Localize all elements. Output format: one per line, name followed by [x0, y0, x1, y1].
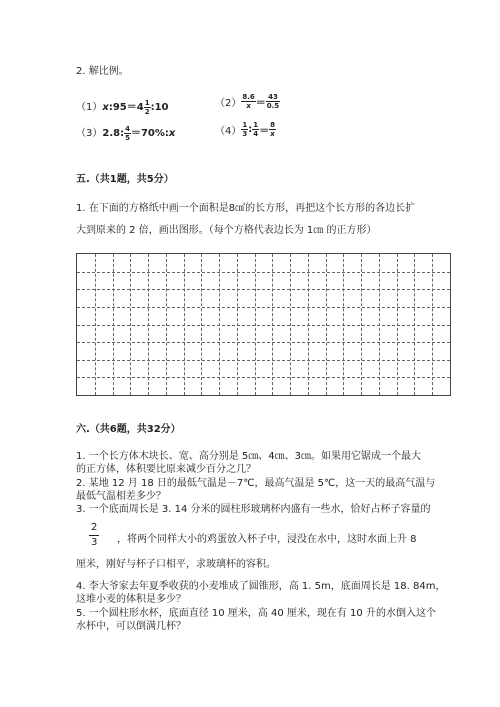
proportion-4 — [215, 121, 276, 138]
proportion-3-index: （3） — [76, 128, 103, 139]
section-5-title: 五.（共1题，共5分） — [76, 174, 174, 185]
proportion-2-equals: ＝ — [255, 98, 266, 109]
section-6-title: 六.（共6题，共32分） — [76, 424, 181, 435]
section-6-q4-line-1: 4. 李大爷家去年夏季收获的小麦堆成了圆锥形，高 1. 5m，底面周长是 18. 84m， — [76, 581, 446, 592]
proportion-1-var: x — [102, 102, 109, 113]
proportion-4-equals: ＝ — [259, 126, 270, 137]
section-5-question-line-1: 1. 在下面的方格纸中画一个面积是8㎠的长方形，再把这个长方形的各边长扩 — [76, 203, 416, 214]
proportion-3-var: x — [168, 128, 176, 139]
proportion-1-pre: :95＝4 — [108, 102, 144, 113]
section-6-q2-line-1: 2. 某地 12 月 18 日的最低气温是－7℃，最高气温是 5℃，这一天的最高气温与 — [76, 478, 436, 489]
grid-line-horizontal — [77, 289, 450, 290]
section-6-q3-line-3: 厘米，刚好与杯子口相平，求玻璃杯的容积。 — [76, 559, 276, 570]
section-6-q5-line-2: 水杯中，可以倒满几杯？ — [76, 621, 186, 632]
grid-line-horizontal — [77, 272, 450, 273]
proportion-3 — [76, 124, 175, 142]
section-6-q3-fraction — [89, 521, 99, 550]
grid-line-horizontal — [77, 307, 450, 308]
proportion-1-post: :10 — [150, 102, 169, 113]
grid-paper — [76, 253, 451, 396]
section-6-q3-line-2: ，将两个同样大小的鸡蛋放入杯子中，浸没在水中，这时水面上升 8 — [117, 534, 417, 545]
proportion-4-fraction-b: $\frac{1}{4}$ — [253, 121, 259, 138]
proportion-4-fraction-c: $\frac{8}{x}$ — [270, 121, 275, 138]
grid-line-horizontal — [77, 325, 450, 326]
proportion-2-index: （2） — [215, 98, 242, 109]
grid-line-horizontal — [77, 342, 450, 343]
grid-line-horizontal — [77, 360, 450, 361]
q3-fraction-numerator: 2 — [89, 521, 99, 536]
section-6-q3-line-1: 3. 一个底面周长是 3. 14 分米的圆柱形玻璃杯内盛有一些水，恰好占杯子容量的 — [76, 504, 431, 515]
proportion-2-fraction-right: $\frac{43}{0.5}$ — [266, 93, 280, 110]
proportion-3-pre: 2.8: — [102, 128, 125, 139]
proportion-2-fraction-left: $\frac{8.6}{x}$ — [242, 93, 255, 110]
section-6-q5-line-1: 5. 一个圆柱形水杯，底面直径 10 厘米，高 40 厘米，现在有 10 升的水倒入这个 — [76, 608, 436, 619]
section-5-question-line-2: 大到原来的 2 倍，画出图形。（每个方格代表边长为 1㎝ 的正方形） — [76, 225, 377, 236]
proportion-2 — [215, 93, 280, 110]
proportion-4-index: （4） — [215, 126, 242, 137]
proportion-3-fraction: $\frac{4}{5}$ — [125, 124, 130, 142]
proportion-3-post: ＝70%: — [130, 128, 169, 139]
question-2-heading: 2. 解比例。 — [76, 66, 129, 77]
section-6-q2-line-2: 最低气温相差多少？ — [76, 491, 166, 502]
section-6-q4-line-2: 这堆小麦的体积是多少？ — [76, 594, 186, 605]
proportion-4-fraction-a: $\frac{1}{3}$ — [242, 121, 248, 138]
proportion-1-index: （1） — [76, 102, 103, 113]
proportion-1 — [76, 98, 169, 116]
grid-line-horizontal — [77, 377, 450, 378]
proportion-4-colon: : — [248, 124, 253, 135]
q3-fraction-denominator: 3 — [91, 537, 98, 548]
section-6-q1-line-1: 1. 一个长方体木块长、宽、高分别是 5㎝、4㎝、3㎝。如果用它锯成一个最大 — [76, 451, 421, 462]
proportion-1-fraction: $\frac{1}{2}$ — [144, 98, 150, 116]
section-6-q1-line-2: 的正方体，体积要比原来减少百分之几？ — [76, 464, 256, 475]
